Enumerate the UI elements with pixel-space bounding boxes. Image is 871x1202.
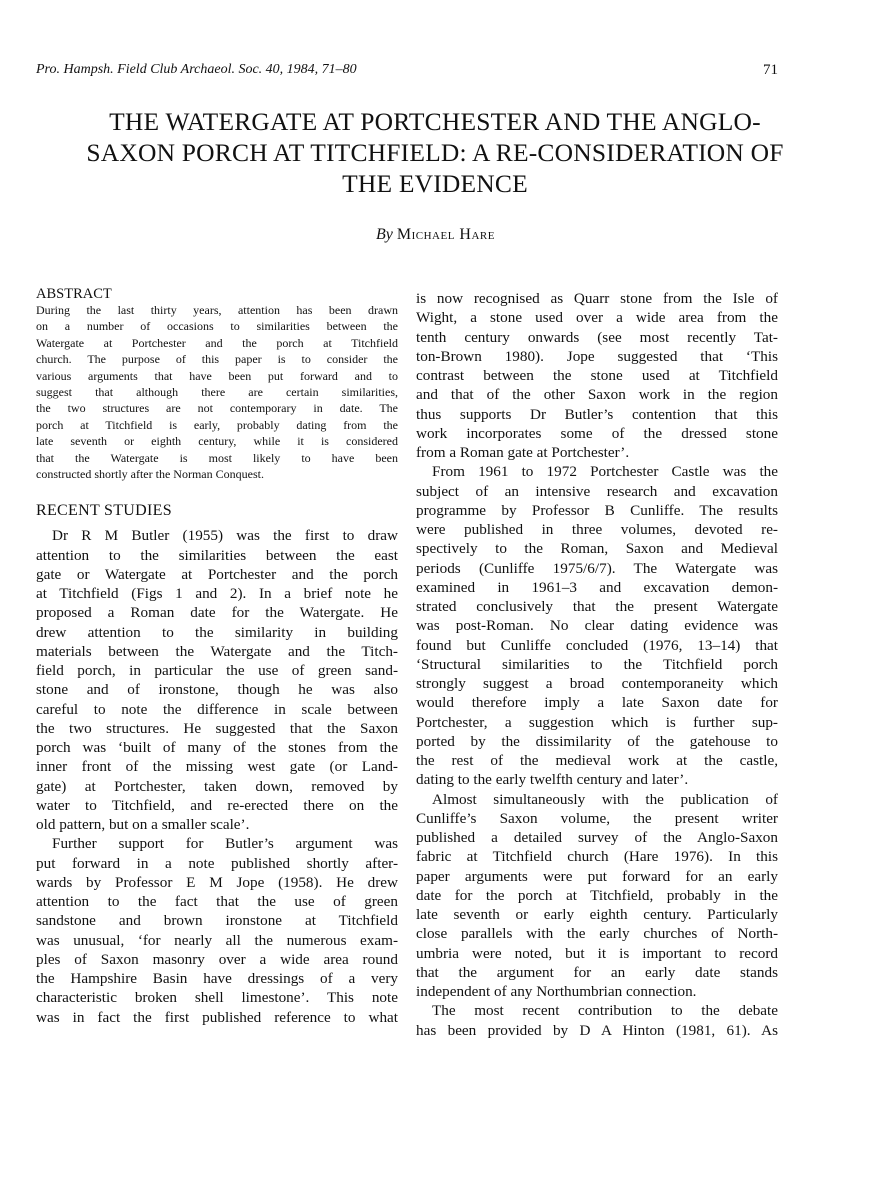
- text-line: characteristic broken shell limestone’. This note: [36, 989, 398, 1007]
- text-line: late seventh or eighth century, while it is considered: [36, 434, 398, 449]
- text-line: ton-Brown 1980). Jope suggested that ‘This: [416, 347, 778, 365]
- text-line: tenth century onwards (see most recently Tat-: [416, 328, 778, 346]
- text-line: that the Watergate is most likely to have been: [36, 450, 398, 465]
- text-line: contrast between the stone used at Titchfield: [416, 367, 778, 384]
- text-line: the two structures are not contemporary in date. The: [36, 401, 398, 416]
- text-line: sandstone and brown ironstone at Titchfield: [36, 912, 398, 930]
- abstract-text: [36, 302, 398, 482]
- paragraph: [416, 289, 778, 462]
- title-line: THE WATERGATE AT PORTCHESTER AND THE ANGLO-: [109, 107, 761, 136]
- title-line: THE EVIDENCE: [342, 169, 528, 198]
- right-body-text: [416, 289, 778, 1040]
- text-line: materials between the Watergate and the Titch-: [36, 642, 398, 660]
- text-line: subject of an intensive research and excavation: [416, 482, 778, 500]
- paragraph: [416, 1001, 778, 1040]
- text-line: fabric at Titchfield church (Hare 1976). In this: [416, 848, 778, 866]
- page-number: 71: [763, 62, 778, 78]
- text-line: constructed shortly after the Norman Conquest.: [36, 467, 264, 482]
- text-line: proposed a Roman date for the Watergate. He: [36, 604, 398, 622]
- text-line: paper arguments were put forward for an early: [416, 867, 778, 885]
- text-line: careful to note the difference in scale between: [36, 700, 398, 718]
- text-line: During the last thirty years, attention has been drawn: [36, 303, 398, 317]
- running-head: [36, 62, 778, 79]
- text-line: ported by the dissimilarity of the gatehouse to: [416, 732, 778, 750]
- text-line: the Hampshire Basin have dressings of a very: [36, 970, 398, 988]
- text-line: attention to the similarities between the east: [36, 546, 398, 564]
- text-line: suggest that although there are certain similarities,: [36, 385, 398, 400]
- text-line: ‘Structural similarities to the Titchfield porch: [416, 655, 778, 673]
- text-line: spectively to the Roman, Saxon and Medieval: [416, 540, 778, 558]
- text-line: work incorporates some of the dressed stone: [416, 424, 778, 442]
- text-line: late seventh or early eighth century. Particularly: [416, 906, 778, 923]
- text-line: date for the porch at Titchfield, probably in the: [416, 886, 778, 904]
- text-line: from a Roman gate at Portchester’.: [416, 444, 630, 461]
- byline-by: By: [376, 226, 393, 243]
- byline: [0, 226, 871, 244]
- text-line: published a detailed survey of the Anglo-Saxon: [416, 829, 778, 846]
- text-line: strongly suggest a broad contemporaneity which: [416, 675, 778, 692]
- text-line: Further support for Butler’s argument was: [52, 835, 398, 853]
- text-line: Portchester, a suggestion which is further sup-: [416, 713, 778, 731]
- paragraph: [416, 462, 778, 789]
- text-line: umbria were noted, but it is important to record: [416, 944, 778, 962]
- text-line: wards by Professor E M Jope (1958). He drew: [36, 873, 398, 891]
- text-line: that the argument for an early date stands: [416, 963, 778, 981]
- text-line: attention to the fact that the use of green: [36, 893, 398, 911]
- text-line: field porch, in particular the use of green sand-: [36, 662, 398, 680]
- text-line: independent of any Northumbrian connection.: [416, 983, 697, 1000]
- text-line: church. The purpose of this paper is to consider the: [36, 352, 398, 367]
- text-line: Dr R M Butler (1955) was the first to draw: [52, 527, 398, 545]
- text-line: was unusual, ‘for nearly all the numerous exam-: [36, 931, 398, 949]
- text-line: drew attention to the similarity in building: [36, 623, 398, 641]
- text-line: found but Cunliffe concluded (1976, 13–14) that: [416, 636, 778, 654]
- journal-citation: Pro. Hampsh. Field Club Archaeol. Soc. 40, 1984, 71–80: [36, 62, 357, 77]
- text-line: at Titchfield (Figs 1 and 2). In a brief note he: [36, 585, 398, 603]
- text-line: periods (Cunliffe 1975/6/7). The Watergate was: [416, 559, 778, 577]
- text-line: would therefore imply a late Saxon date for: [416, 694, 778, 712]
- paragraph: [36, 526, 398, 834]
- text-line: old pattern, but on a smaller scale’.: [36, 816, 250, 834]
- text-line: has been provided by D A Hinton (1981, 61). As: [416, 1021, 778, 1039]
- text-line: was in fact the first published reference to what: [36, 1008, 398, 1026]
- text-line: Almost simultaneously with the publication of: [432, 790, 778, 808]
- right-column: [416, 289, 778, 1040]
- text-line: is now recognised as Quarr stone from the Isle of: [416, 290, 778, 307]
- text-line: inner front of the missing west gate (or Land-: [36, 758, 398, 776]
- section-heading: RECENT STUDIES: [36, 502, 172, 520]
- text-line: Cunliffe’s Saxon volume, the present writer: [416, 809, 778, 827]
- text-line: dating to the early twelfth century and later’.: [416, 771, 689, 789]
- text-line: strated conclusively that the present Watergate: [416, 598, 778, 615]
- text-line: water to Titchfield, and re-erected there on the: [36, 796, 398, 814]
- text-line: the two structures. He suggested that the Saxon: [36, 719, 398, 737]
- author-name: Michael Hare: [396, 226, 495, 243]
- text-line: and that of the other Saxon work in the region: [416, 386, 778, 404]
- text-line: close parallels with the early churches of North-: [416, 925, 778, 943]
- text-line: gate or Watergate at Portchester and the porch: [36, 565, 398, 583]
- text-line: The most recent contribution to the debate: [432, 1002, 778, 1020]
- text-line: put forward in a note published shortly after-: [36, 854, 398, 872]
- paragraph: [36, 834, 398, 1027]
- text-line: porch was ‘built of many of the stones from the: [36, 739, 398, 757]
- paragraph: [416, 790, 778, 1002]
- text-line: porch at Titchfield is early, probably dating from the: [36, 417, 398, 432]
- text-line: Wight, a stone used over a wide area from the: [416, 309, 778, 327]
- text-line: on a number of occasions to similarities between the: [36, 319, 398, 334]
- text-line: stone and of ironstone, though he was also: [36, 681, 398, 699]
- text-line: the rest of the medieval work at the castle,: [416, 752, 778, 769]
- text-line: various arguments that have been put forward and to: [36, 368, 398, 383]
- text-line: was post-Roman. No clear dating evidence was: [416, 617, 778, 635]
- text-line: examined in 1961–3 and excavation demon-: [416, 578, 778, 596]
- text-line: gate) at Portchester, taken down, removed by: [36, 777, 398, 795]
- text-line: From 1961 to 1972 Portchester Castle was the: [432, 463, 778, 481]
- title-line: SAXON PORCH AT TITCHFIELD: A RE-CONSIDERATION OF: [86, 138, 784, 167]
- left-column: [36, 286, 398, 1027]
- left-body-text: [36, 526, 398, 1027]
- abstract-heading: ABSTRACT: [36, 286, 112, 302]
- text-line: Watergate at Portchester and the porch at Titchfield: [36, 335, 398, 350]
- text-line: ples of Saxon masonry over a wide area round: [36, 950, 398, 968]
- text-line: thus supports Dr Butler’s contention that this: [416, 405, 778, 423]
- text-line: were published in three volumes, devoted re-: [416, 521, 778, 538]
- article-title: [30, 106, 840, 199]
- text-line: programme by Professor B Cunliffe. The results: [416, 501, 778, 519]
